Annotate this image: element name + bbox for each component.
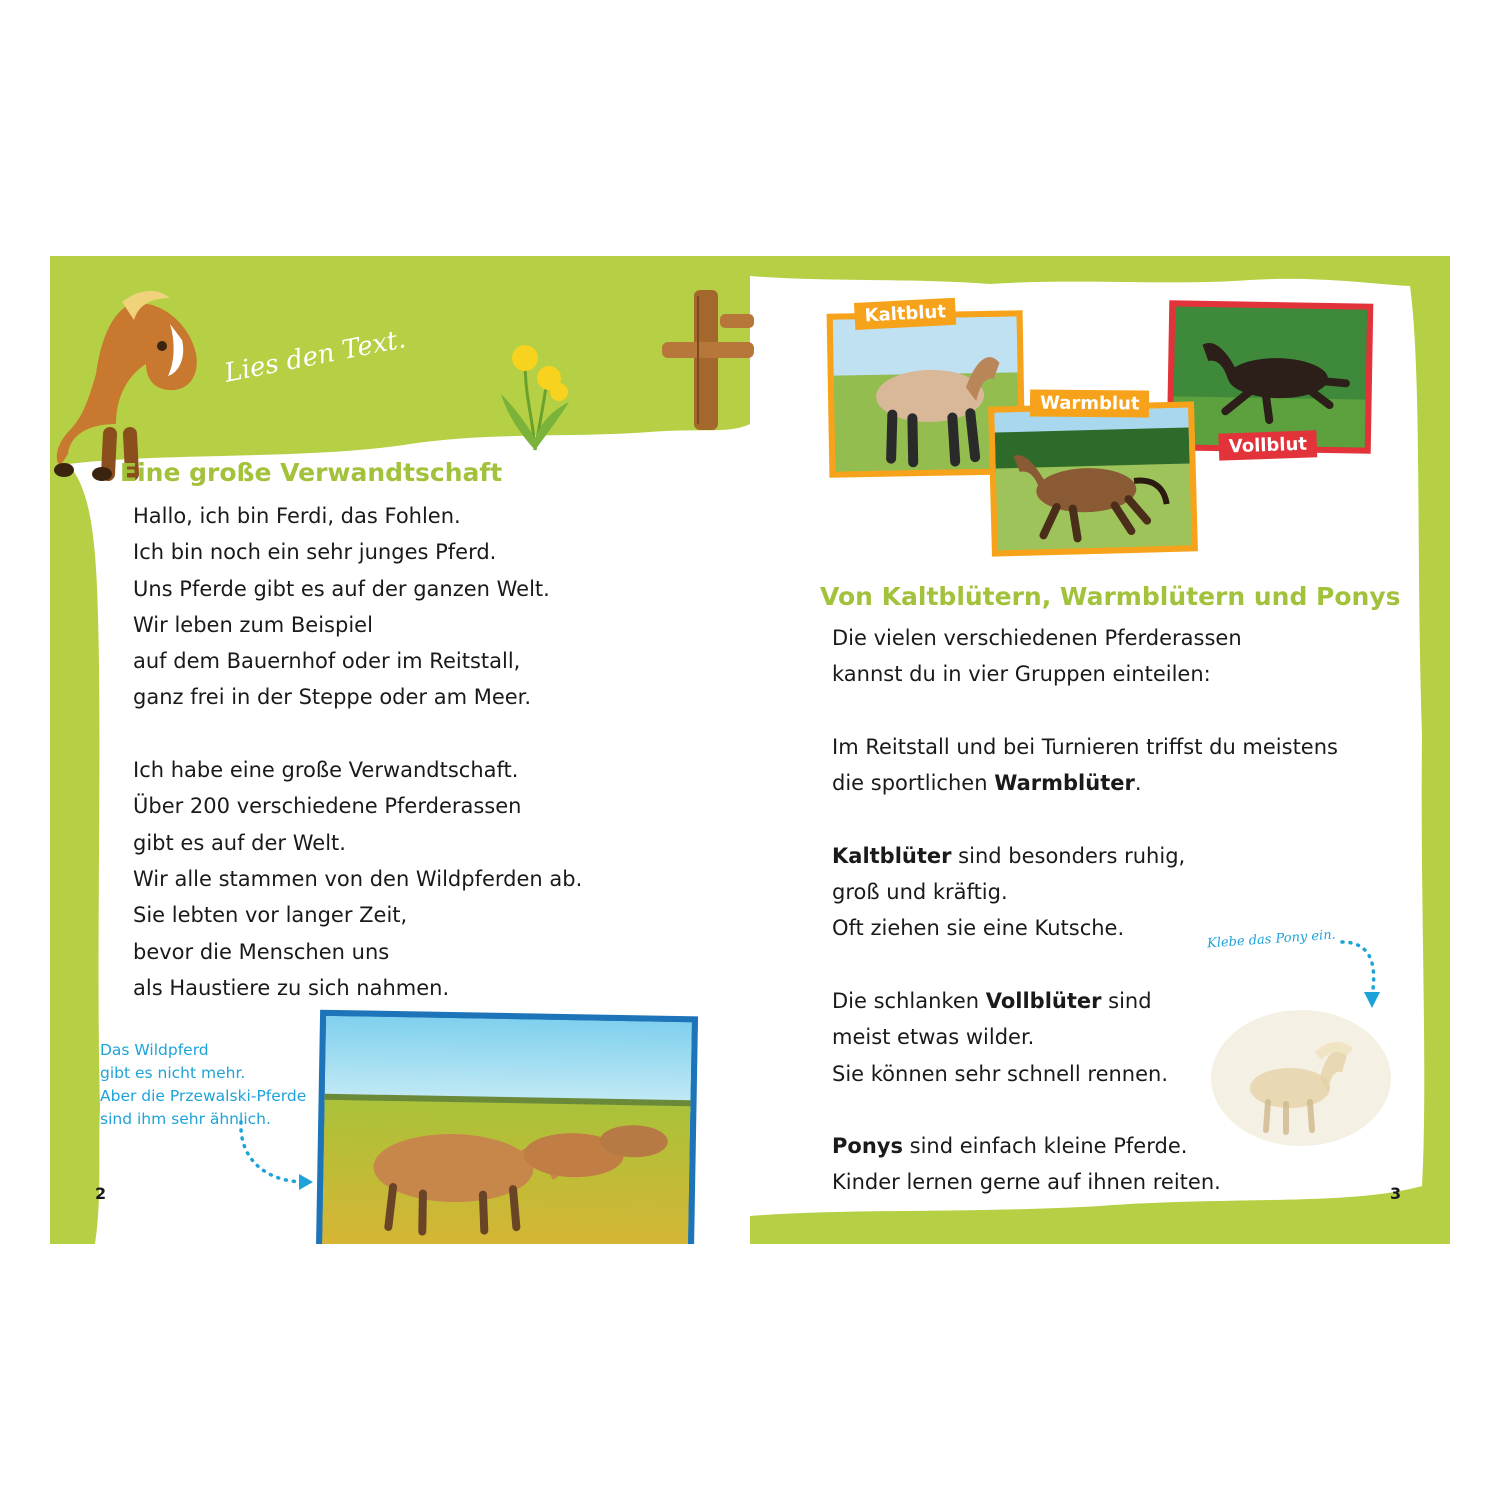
pony-sticker-placeholder[interactable]	[1210, 1008, 1392, 1148]
dandelion-illustration	[495, 338, 575, 453]
right-page-title: Von Kaltblütern, Warmblütern und Ponys	[820, 582, 1401, 611]
caption-line: gibt es nicht mehr.	[100, 1064, 246, 1082]
text-line: groß und kräftig.	[832, 880, 1008, 905]
text-line: gibt es auf der Welt.	[133, 830, 346, 855]
text-line: auf dem Bauernhof oder im Reitstall,	[133, 649, 521, 674]
text-line: bevor die Menschen uns	[133, 939, 390, 964]
page-number-left: 2	[95, 1184, 107, 1203]
text-line: Oft ziehen sie eine Kutsche.	[832, 916, 1125, 941]
text-line: Ich habe eine große Verwandtschaft.	[133, 758, 519, 783]
text-line: Hallo, ich bin Ferdi, das Fohlen.	[133, 504, 461, 528]
instruction-text: Lies den Text.	[222, 324, 409, 389]
caption-line: sind ihm sehr ähnlich.	[100, 1110, 271, 1128]
foal-illustration	[50, 284, 210, 484]
text-line: Wir leben zum Beispiel	[133, 612, 373, 637]
kaltblut-label: Kaltblut	[854, 298, 957, 330]
text-line: meist etwas wilder.	[832, 1025, 1035, 1050]
sticker-hint: Klebe das Pony ein.	[1206, 927, 1337, 952]
text-line: Kinder lernen gerne auf ihnen reiten.	[832, 1170, 1221, 1195]
caption-line: Das Wildpferd	[100, 1041, 209, 1059]
text-line: Die vielen verschiedenen Pferderassen	[832, 626, 1242, 650]
fence-illustration	[658, 284, 754, 434]
dotted-arrow-down-icon	[1338, 936, 1384, 1016]
text-line: Die schlanken Vollblüter sind	[832, 988, 1152, 1013]
text-line: kannst du in vier Gruppen einteilen:	[832, 662, 1211, 687]
text-line: Ponys sind einfach kleine Pferde.	[832, 1134, 1188, 1159]
warmblut-label: Warmblut	[1030, 390, 1150, 418]
text-line: Sie lebten vor langer Zeit,	[133, 903, 408, 928]
text-line: Ich bin noch ein sehr junges Pferd.	[133, 540, 497, 565]
left-page-title: Eine große Verwandtschaft	[120, 458, 503, 487]
warmblut-photo	[988, 392, 1198, 556]
caption-line: Aber die Przewalski-Pferde	[100, 1087, 307, 1105]
text-line: Über 200 verschiedene Pferderassen	[133, 794, 522, 819]
page-number-right: 3	[1390, 1184, 1402, 1203]
text-line: Im Reitstall und bei Turnieren triffst du meistens	[832, 734, 1338, 759]
vollblut-photo	[1167, 300, 1374, 458]
text-line: Kaltblüter sind besonders ruhig,	[832, 843, 1186, 868]
left-page-text	[133, 498, 582, 1006]
book-spread	[50, 256, 1450, 1244]
vollblut-label: Vollblut	[1218, 430, 1317, 460]
wild-horse-photo	[316, 1010, 698, 1244]
text-line: Wir alle stammen von den Wildpferden ab.	[133, 866, 583, 891]
text-line: Uns Pferde gibt es auf der ganzen Welt.	[133, 576, 550, 601]
text-line: Sie können sehr schnell rennen.	[832, 1061, 1169, 1086]
text-line: als Haustiere zu sich nahmen.	[133, 975, 450, 1000]
dotted-arrow-icon	[235, 1118, 315, 1190]
text-line: ganz frei in der Steppe oder am Meer.	[133, 685, 532, 710]
text-line: die sportlichen Warmblüter.	[832, 771, 1142, 796]
